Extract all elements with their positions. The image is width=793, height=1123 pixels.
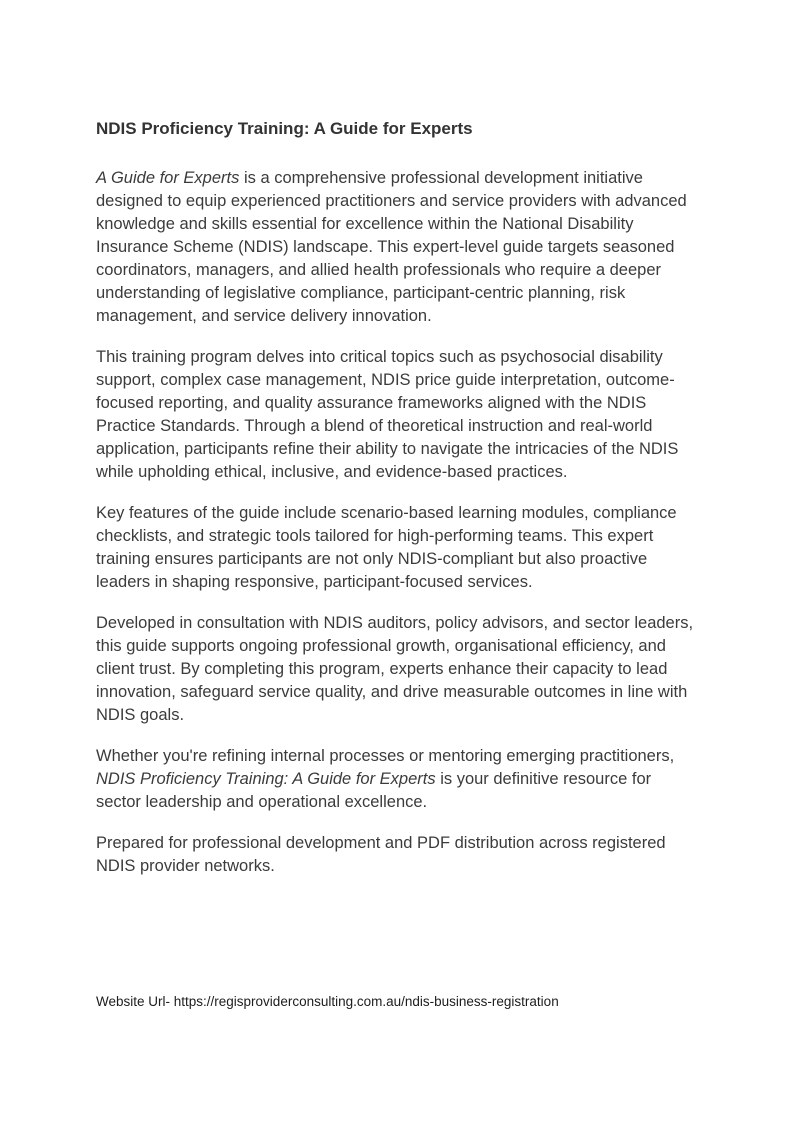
text-segment: Prepared for professional development and PDF distribution across registered NDIS provider networks. bbox=[96, 834, 666, 875]
text-segment: is your definitive resource for sector leadership and operational excellence. bbox=[96, 770, 652, 811]
text-segment: This training program delves into critical topics such as psychosocial disability support, complex case management, NDIS price guide interpretation, outcome-focused reporting, and quality assurance frameworks aligned with the NDIS Practice Standards. Through a blend of theoretical instruction and real-world application, participants refine their ability to navigate the intricacies of the NDIS while upholding ethical, inclusive, and evidence-based practices. bbox=[96, 348, 679, 481]
text-segment: Key features of the guide include scenario-based learning modules, compliance checklists, and strategic tools tailored for high-performing teams. This expert training ensures participants are not only NDIS-compliant but also proactive leaders in shaping responsive, participant-focused services. bbox=[96, 504, 677, 591]
text-segment: NDIS Proficiency Training: A Guide for Experts bbox=[96, 770, 436, 788]
text-segment: A Guide for Experts bbox=[96, 169, 240, 187]
paragraph bbox=[96, 346, 700, 484]
paragraph bbox=[96, 745, 700, 814]
paragraph bbox=[96, 502, 700, 594]
paragraph bbox=[96, 612, 700, 727]
text-segment: Developed in consultation with NDIS auditors, policy advisors, and sector leaders, this guide supports ongoing professional growth, organisational efficiency, and client trust. By completing this program, experts enhance their capacity to lead innovation, safeguard service quality, and drive measurable outcomes in line with NDIS goals. bbox=[96, 614, 694, 724]
text-segment: is a comprehensive professional development initiative designed to equip experienced practitioners and service providers with advanced knowledge and skills essential for excellence within the National Disability Insurance Scheme (NDIS) landscape. This expert-level guide targets seasoned coordinators, managers, and allied health professionals who require a deeper understanding of legislative compliance, participant-centric planning, risk management, and service delivery innovation. bbox=[96, 169, 687, 325]
document-title: NDIS Proficiency Training: A Guide for Experts bbox=[96, 119, 473, 138]
footer-label: Website Url- bbox=[96, 994, 174, 1009]
document-footer bbox=[96, 993, 559, 1011]
text-segment: Whether you're refining internal processes or mentoring emerging practitioners, bbox=[96, 747, 675, 765]
paragraph bbox=[96, 832, 700, 878]
paragraph bbox=[96, 167, 700, 328]
document-body bbox=[96, 167, 700, 878]
website-link[interactable]: https://regisproviderconsulting.com.au/ndis-business-registration bbox=[173, 994, 559, 1009]
